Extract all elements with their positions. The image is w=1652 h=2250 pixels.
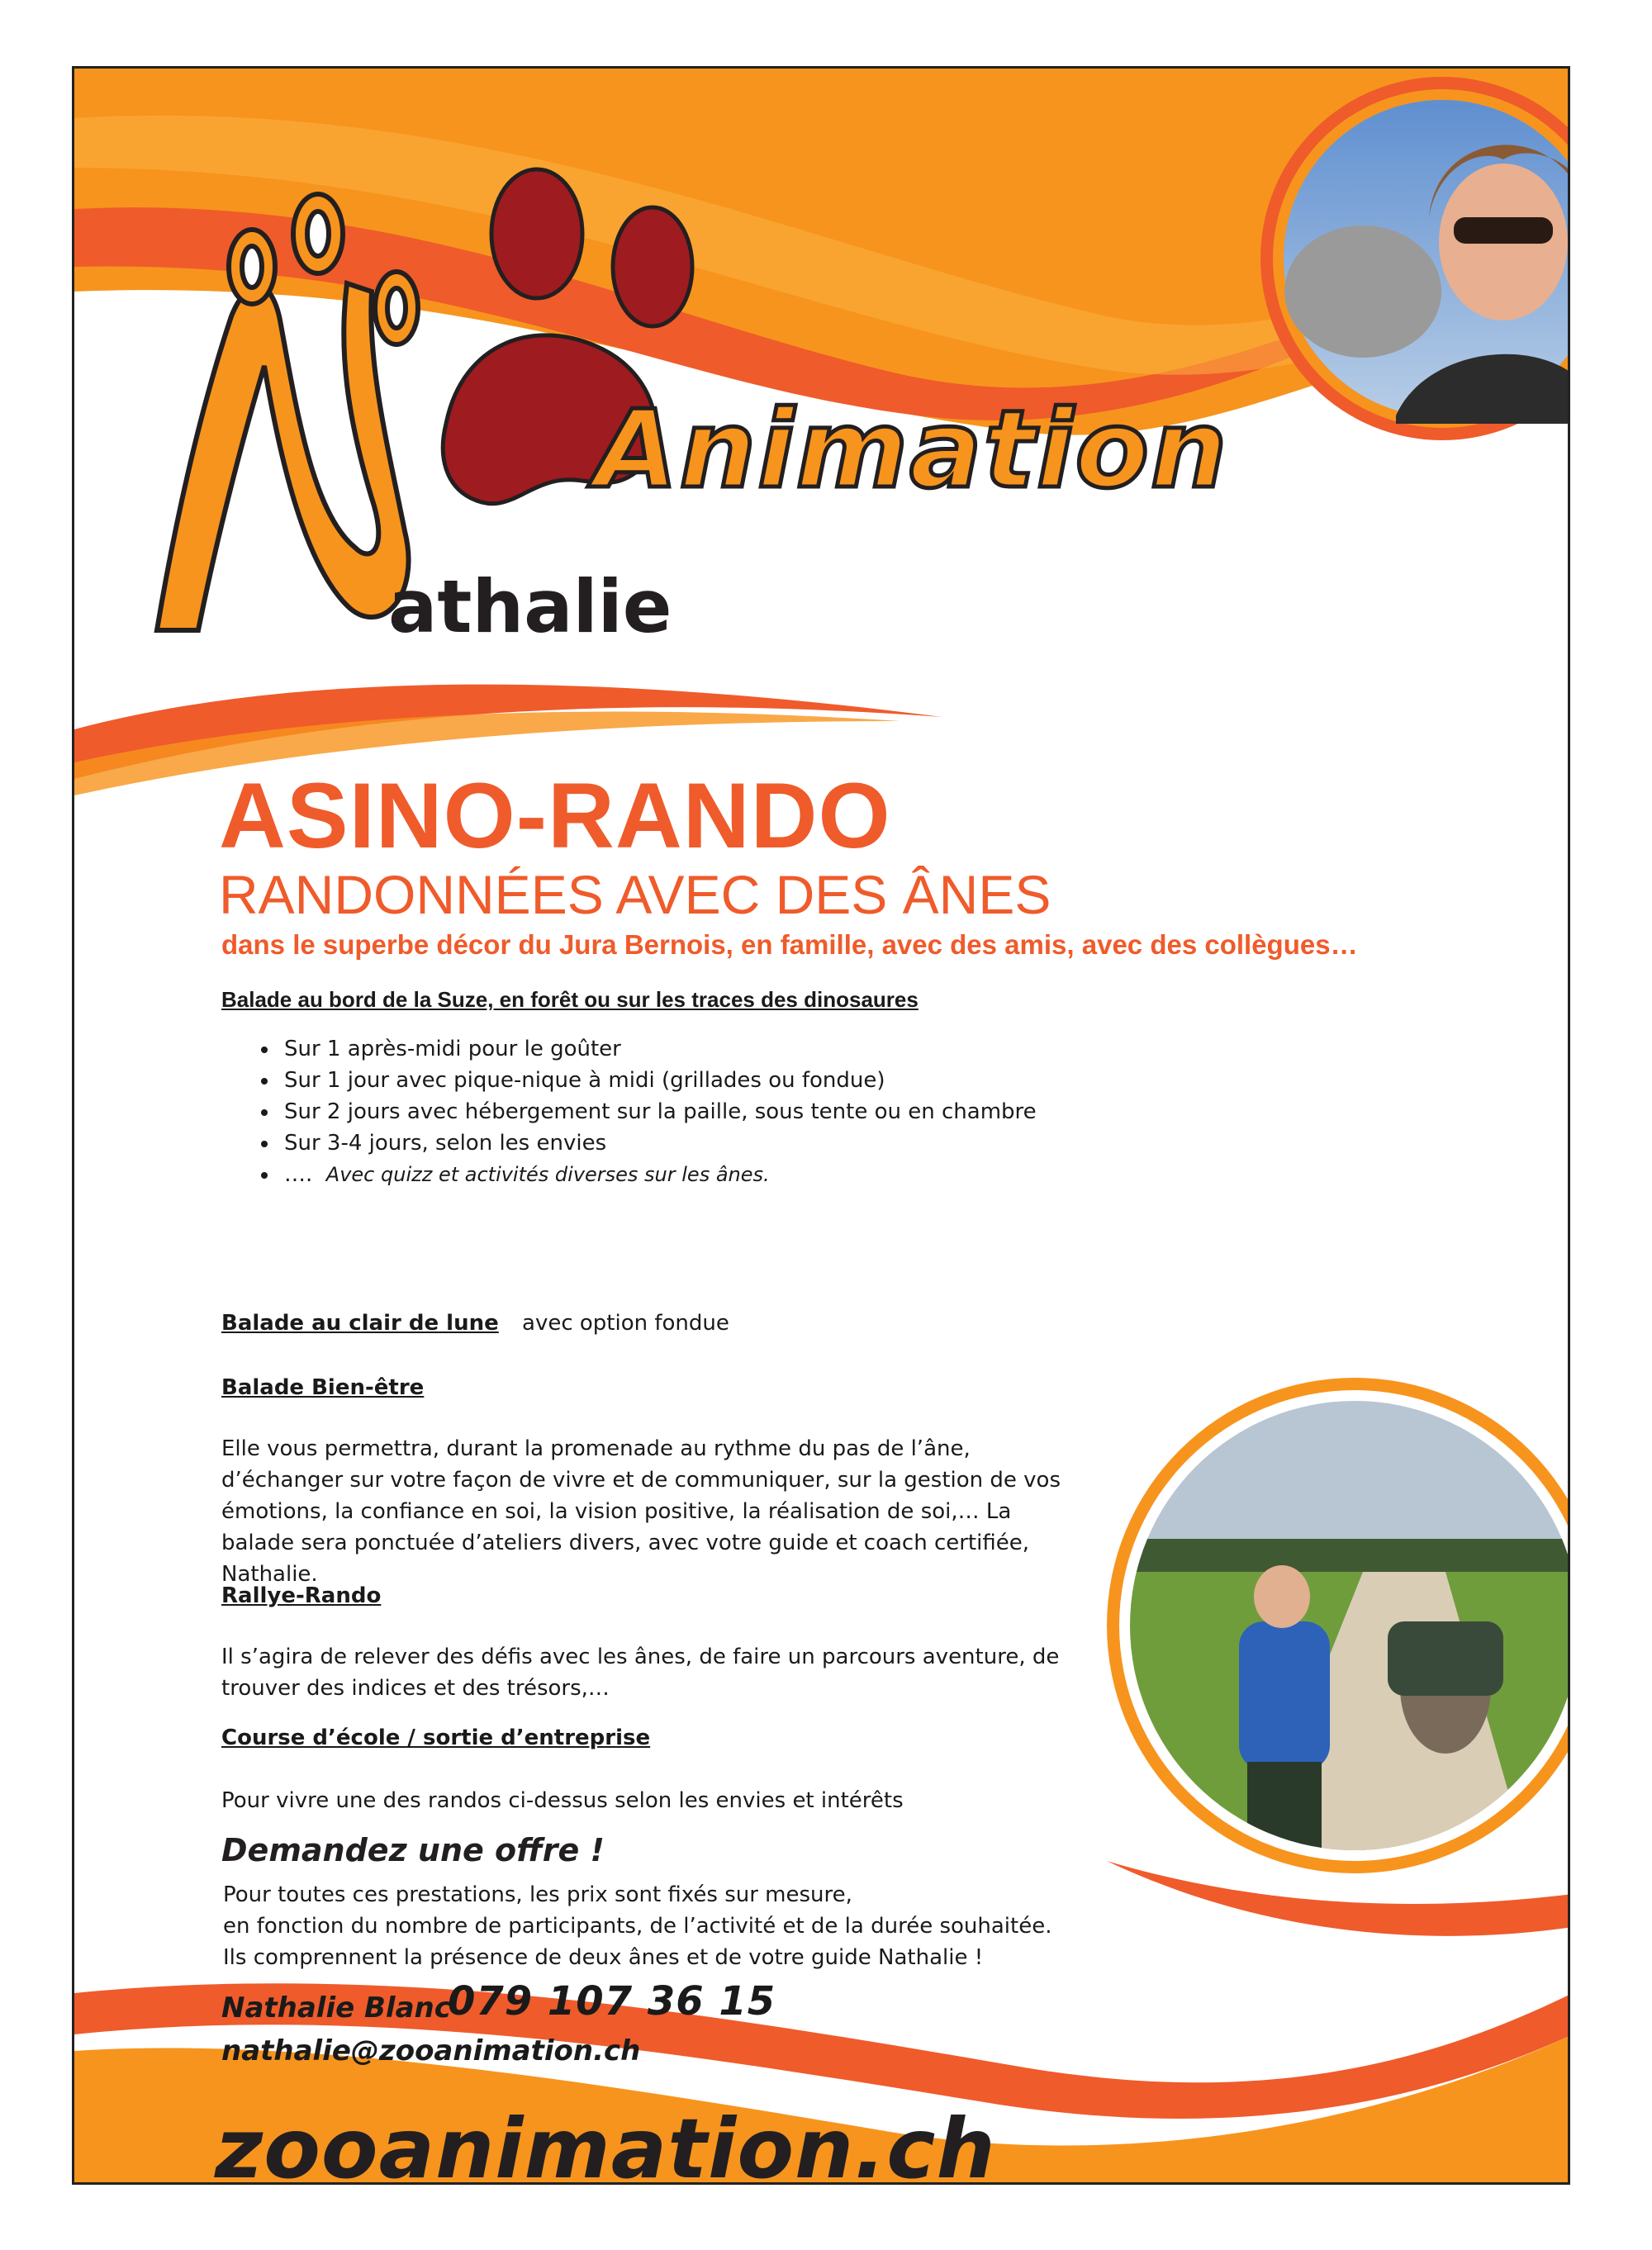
contact-phone[interactable]: 079 107 36 15 [448,1978,776,2025]
list-item: • Sur 1 jour avec pique-nique à midi (grillades ou fondue) [279,1065,1353,1096]
boy-figure [1239,1621,1330,1770]
pricing-line: Ils comprennent la présence de deux ânes et de votre guide Nathalie ! [223,1945,984,1970]
website-link[interactable]: zooanimation.ch [215,2100,996,2185]
section-lune [221,1308,729,1339]
logo-n-letter [157,283,409,630]
page-subtitle: RANDONNÉES AVEC DES ÂNES [219,864,1051,925]
list-item: • Sur 3-4 jours, selon les envies [279,1127,1353,1159]
contact-email[interactable]: nathalie@zooanimation.ch [221,2034,641,2067]
course-text: Pour vivre une des randos ci-dessus selon les envies et intérêts [221,1788,904,1813]
list-item [279,1159,1353,1190]
donkey-head [1284,225,1441,358]
logo-o-2-inner [307,211,329,256]
pricing-text [223,1879,1214,1973]
offer-list [221,1033,1353,1190]
sunglasses [1454,217,1553,244]
page-title: ASINO-RANDO [219,764,891,867]
logo-word-animation: Animation [595,387,1229,512]
section-heading-lune: Balade au clair de lune [221,1311,499,1336]
offer-heading: Demandez une offre ! [221,1832,605,1868]
logo-word-nathalie: athalie [388,564,672,649]
section-heading-course: Course d’école / sortie d’entreprise [221,1725,651,1750]
pricing-line: en fonction du nombre de participants, de l’activité et de la durée souhaitée. [223,1914,1052,1939]
section-heading-bien-etre: Balade Bien-être [221,1375,425,1400]
bien-etre-text: Elle vous permettra, durant la promenade au rythme du pas de l’âne, d’échanger sur votre façon de vivre et de communiquer, sur la gestion de vos émotions, la confiance en soi, la vision positive, la réalisation de soi,… La balade sera ponctuée d’ateliers divers, avec votre guide et coach certifiée, Nathalie. [221,1436,1061,1587]
logo-o-1-inner [242,246,262,287]
list-item: • Sur 1 après-midi pour le goûter [279,1033,1353,1065]
section-heading-suze: Balade au bord de la Suze, en forêt ou sur les traces des dinosaures [221,987,919,1012]
list-item-italic: Avec quizz et activités diverses sur les ânes. [325,1163,770,1186]
logo-o-3-inner [387,288,406,328]
pricing-line: Pour toutes ces prestations, les prix sont fixés sur mesure, [223,1882,852,1907]
contact-name: Nathalie Blanc [221,1991,451,2025]
section-heading-rallye: Rallye-Rando [221,1583,382,1608]
flyer-page [72,66,1570,2185]
tagline: dans le superbe décor du Jura Bernois, en famille, avec des amis, avec des collègues… [221,929,1358,960]
list-item: • Sur 2 jours avec hébergement sur la paille, sous tente ou en chambre [279,1096,1353,1127]
hike-photo-circle [1107,1378,1570,1873]
rallye-text: Il s’agira de relever des défis avec les ânes, de faire un parcours aventure, de trouver des indices et des trésors,… [221,1645,1060,1701]
list-item-prefix: …. [284,1162,313,1187]
lune-option: avec option fondue [522,1311,729,1336]
